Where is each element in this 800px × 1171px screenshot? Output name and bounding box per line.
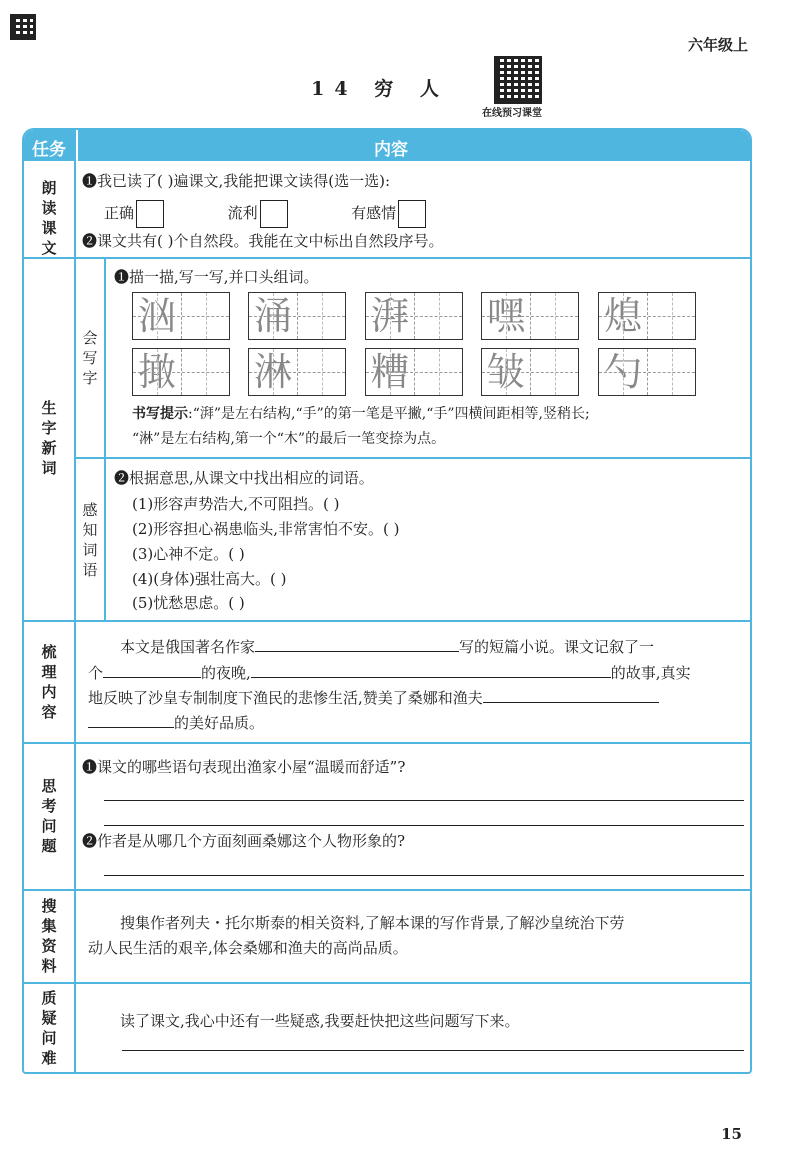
writing-hint-1: 书写提示:“湃”是左右结构,“手”的第一笔是平撇,“手”四横间距相等,竖稍长; [132, 406, 590, 422]
sense-item: (4)(身体)强壮高大。( ) [132, 570, 287, 588]
sense-item: (1)形容声势浩大,不可阻挡。( ) [132, 495, 340, 513]
char-grid[interactable]: 湃 [365, 292, 463, 340]
answer-line[interactable] [122, 1050, 744, 1051]
preview-table [22, 128, 752, 1074]
subrow-divider [76, 457, 750, 459]
task-header: 任务 [32, 140, 66, 160]
row-divider [24, 982, 750, 984]
questions-label: 思 考 问 题 [41, 777, 57, 855]
char-grid[interactable]: 熄 [598, 292, 696, 340]
question-1: ❶课文的哪些语句表现出渔家小屋“温暖而舒适”? [82, 758, 406, 776]
char-grid[interactable]: 嘿 [481, 292, 579, 340]
option-expressive-box[interactable] [398, 200, 426, 228]
question-2: ❷作者是从哪几个方面刻画桑娜这个人物形象的? [82, 832, 406, 850]
char-grid[interactable]: 汹 [132, 292, 230, 340]
author-blank[interactable] [255, 635, 459, 652]
summary-line-3: 地反映了沙皇专制制度下渔民的悲惨生活,赞美了桑娜和渔夫 [88, 686, 659, 709]
qr-caption: 在线预习课堂 [482, 108, 542, 119]
char-grid[interactable]: 淋 [248, 348, 346, 396]
lesson-title: 14 穷 人 [311, 78, 449, 100]
content-header: 内容 [374, 140, 408, 160]
subcolumn-divider [104, 259, 106, 620]
row-divider [24, 742, 750, 744]
collect-label: 搜 集 资 料 [41, 897, 57, 975]
sense-item: (5)忧愁思虑。( ) [132, 594, 245, 612]
row-divider [24, 620, 750, 622]
table-header [24, 130, 750, 161]
new-words-label: 生 字 新 词 [41, 399, 57, 477]
lesson-qr-code[interactable] [494, 56, 542, 104]
writing-hint-title: 书写提示 [132, 406, 188, 422]
answer-line[interactable] [104, 875, 744, 876]
reading-label: 朗 读 课 文 [41, 179, 57, 257]
answer-line[interactable] [104, 825, 744, 826]
doubts-line-1: 读了课文,我心中还有一些疑惑,我要赶快把这些问题写下来。 [120, 1012, 520, 1030]
grade-label: 六年级上 [687, 36, 748, 54]
option-expressive: 有感情 [351, 204, 397, 222]
sense-words-label: 感 知 词 语 [82, 501, 98, 579]
option-correct: 正确 [104, 204, 135, 222]
row-divider [24, 889, 750, 891]
char-grid[interactable]: 撖 [132, 348, 230, 396]
quality-blank-2[interactable] [88, 711, 174, 728]
char-grid[interactable]: 勺 [598, 348, 696, 396]
char-grid[interactable]: 涌 [248, 292, 346, 340]
option-fluent: 流利 [227, 204, 258, 222]
story-blank[interactable] [251, 661, 611, 678]
reading-line-3: ❷课文共有( )个自然段。我能在文中标出自然段序号。 [82, 232, 444, 250]
option-correct-box[interactable] [136, 200, 164, 228]
night-blank[interactable] [103, 661, 201, 678]
answer-line[interactable] [104, 800, 744, 801]
reading-options [104, 200, 426, 228]
row-divider [24, 257, 750, 259]
sense-instruction: ❷根据意思,从课文中找出相应的词语。 [114, 469, 374, 487]
summary-line-4: 的美好品质。 [88, 711, 264, 734]
header-divider [76, 130, 78, 161]
collect-line-2: 动人民生活的艰辛,体会桑娜和渔夫的高尚品质。 [88, 939, 408, 957]
summary-label: 梳 理 内 容 [41, 643, 57, 721]
corner-qr-code [10, 14, 36, 40]
quality-blank-1[interactable] [483, 686, 659, 703]
summary-line-1: 本文是俄国著名作家 写的短篇小说。课文记叙了一 [120, 635, 654, 658]
writing-hint-2: “淋”是左右结构,第一个“木”的最后一笔变捺为点。 [132, 431, 446, 447]
collect-line-1: 搜集作者列夫・托尔斯泰的相关资料,了解本课的写作背景,了解沙皇统治下劳 [120, 914, 625, 932]
page-number: 15 [721, 1125, 742, 1143]
sense-item: (2)形容担心祸患临头,非常害怕不安。( ) [132, 520, 400, 538]
sense-item: (3)心神不定。( ) [132, 545, 245, 563]
doubts-label: 质 疑 问 难 [41, 989, 57, 1067]
char-grid[interactable]: 皱 [481, 348, 579, 396]
reading-line-1: ❶我已读了( )遍课文,我能把课文读得(选一选): [82, 172, 390, 190]
column-divider [74, 161, 76, 1072]
write-chars-label: 会 写 字 [82, 329, 98, 387]
char-grid[interactable]: 糟 [365, 348, 463, 396]
write-instruction: ❶描一描,写一写,并口头组词。 [114, 268, 319, 286]
summary-line-2: 个 的夜晚, 的故事,真实 [88, 661, 691, 684]
option-fluent-box[interactable] [260, 200, 288, 228]
